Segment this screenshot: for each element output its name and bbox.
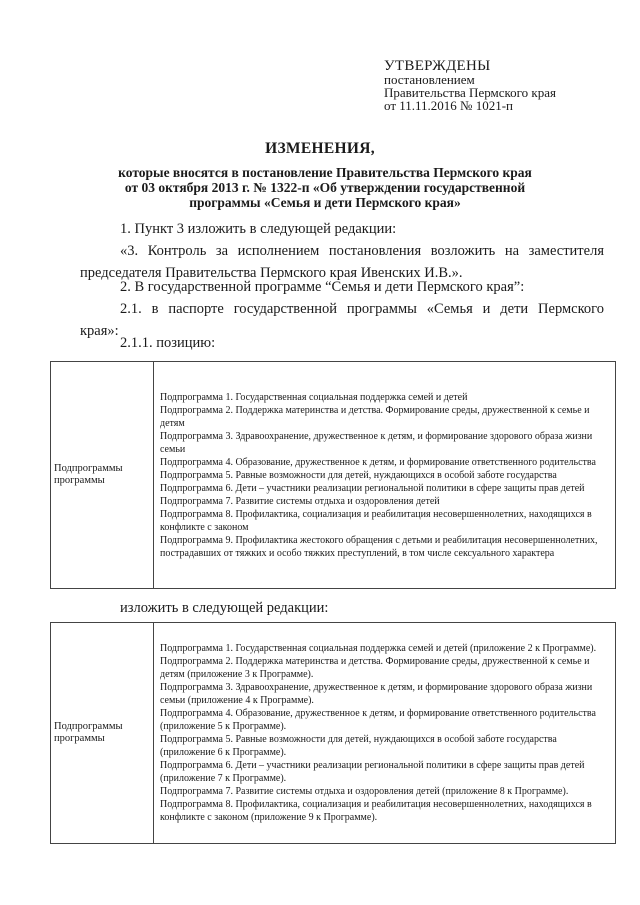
list-item: Подпрограмма 6. Дети – участники реализации региональной политики в сфере защиты прав детей [160,482,585,494]
approval-line-3: от 11.11.2016 № 1021-п [384,98,513,113]
approval-line-2: Правительства Пермского края [384,85,556,100]
list-item: Подпрограмма 7. Развитие системы отдыха и оздоровления детей (приложение 8 к Программе). [160,786,569,797]
document-title: ИЗМЕНЕНИЯ, [265,140,375,157]
list-item: Подпрограмма 5. Равные возможности для детей, нуждающихся в особой заботе государства [160,469,557,481]
paragraph-4-line-1: 2.1. в паспорте государственной программы «Семья и дети Пермского [120,301,604,317]
subprograms-table-old [50,361,616,589]
list-item: Подпрограмма 4. Образование, дружественное к детям, и формирование ответственного родительства [160,456,596,468]
paragraph-6: изложить в следующей редакции: [120,600,329,616]
list-item: Подпрограмма 1. Государственная социальная поддержка семей и детей [160,391,468,403]
list-item: Подпрограмма 8. Профилактика, социализация и реабилитация несовершеннолетних, находящихся в конфликте с законом (приложение 9 к Программе). [160,799,592,823]
list-item: Подпрограмма 7. Развитие системы отдыха и оздоровления детей [160,495,440,507]
list-item: Подпрограмма 3. Здравоохранение, дружественное к детям, и формирование здорового образа жизни семьи (приложение 4 к Программе). [160,682,593,706]
list-item: Подпрограмма 8. Профилактика, социализация и реабилитация несовершеннолетних, находящихся в конфликте с законом [160,508,592,533]
subtitle-line-2: от 03 октября 2013 г. № 1322-п «Об утверждении государственной [124,180,526,195]
list-item: Подпрограмма 2. Поддержка материнства и детства. Формирование среды, дружественной к семье и детям (приложение 3 к Программе). [160,656,590,680]
table-row [51,362,616,589]
list-item: Подпрограмма 5. Равные возможности для детей, нуждающихся в особой заботе государства (приложение 6 к Программе). [160,734,557,758]
list-item: Подпрограмма 2. Поддержка материнства и детства. Формирование среды, дружественной к семье и детям [160,404,590,429]
table-label-cell: Подпрограммы программы [51,362,154,589]
paragraph-5: 2.1.1. позицию: [120,335,216,351]
list-item: Подпрограмма 4. Образование, дружественное к детям, и формирование ответственного родительства (приложение 5 к Программе). [160,708,596,732]
approval-stamp [384,60,624,112]
table-content-cell [154,623,616,844]
approval-heading: УТВЕРЖДЕНЫ [384,58,491,74]
list-item: Подпрограмма 9. Профилактика жестокого обращения с детьми и реабилитация несовершеннолетних, пострадавших от тяжких и особо тяжких преступлений, в том числе сексуального характера [160,534,598,559]
list-item: Подпрограмма 1. Государственная социальная поддержка семей и детей (приложение 2 к Программе). [160,643,597,654]
paragraph-3: 2. В государственной программе “Семья и дети Пермского края”: [120,279,525,295]
document-subtitle [90,165,560,210]
table-label-cell: Подпрограммы программы [51,623,154,844]
paragraph-2-line-1: «3. Контроль за исполнением постановления возложить на заместителя [120,243,604,259]
subtitle-line-1: которые вносятся в постановление Правительства Пермского края [118,165,532,180]
list-item: Подпрограмма 6. Дети – участники реализации региональной политики в сфере защиты прав детей (приложение 7 к Программе). [160,760,585,784]
paragraph-1: 1. Пункт 3 изложить в следующей редакции: [120,221,397,237]
list-item: Подпрограмма 3. Здравоохранение, дружественное к детям, и формирование здорового образа жизни семьи [160,430,593,455]
table-content-cell [154,362,616,589]
subtitle-line-3: программы «Семья и дети Пермского края» [189,195,461,210]
paragraph-2-line-2: председателя Правительства Пермского края Ивенских И.В.». [80,265,463,281]
approval-line-1: постановлением [384,72,475,87]
paragraph-4-line-2: края»: [80,323,119,339]
subprograms-table-new [50,622,616,844]
table-row [51,623,616,844]
